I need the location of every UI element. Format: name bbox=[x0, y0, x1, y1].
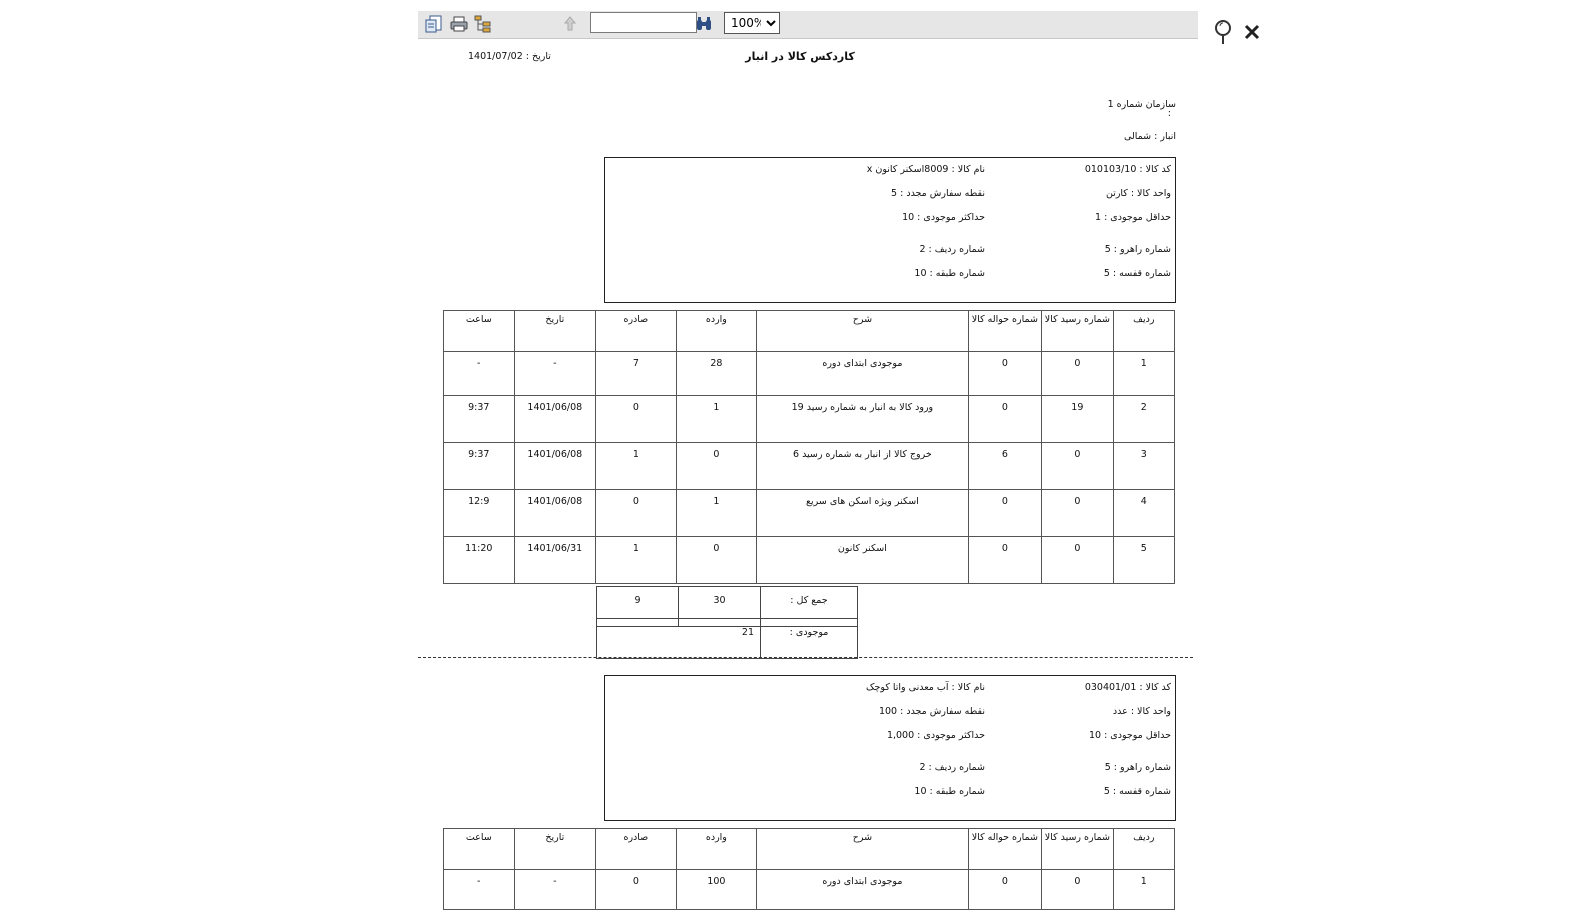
balance-value: 21 bbox=[597, 619, 761, 659]
item-name: نام کالا : 8009اسکنر کانون x bbox=[866, 164, 985, 175]
export-icon[interactable] bbox=[424, 14, 444, 34]
page-up-icon[interactable] bbox=[560, 14, 580, 34]
table-cell: 0 bbox=[968, 352, 1042, 396]
item-reorder-point: نقطه سفارش مجدد : 5 bbox=[891, 188, 985, 199]
table-cell: 0 bbox=[676, 537, 757, 584]
col-header: صادره bbox=[596, 829, 677, 870]
table-cell: 9:37 bbox=[444, 443, 515, 490]
table-cell: موجودی ابتدای دوره bbox=[757, 352, 968, 396]
col-header: تاریخ bbox=[514, 829, 596, 870]
find-binoculars-icon[interactable] bbox=[694, 14, 714, 34]
table-cell: اسکنر ویژه اسکن های سریع bbox=[757, 490, 968, 537]
col-header: شماره حواله کالا bbox=[968, 311, 1042, 352]
table-cell: 0 bbox=[1042, 352, 1113, 396]
item-max-stock: حداکثر موجودی : 1,000 bbox=[886, 730, 985, 741]
item-row-number: شماره ردیف : 2 bbox=[919, 244, 985, 255]
col-header: ردیف bbox=[1113, 311, 1174, 352]
item-max-stock: حداکثر موجودی : 10 bbox=[902, 212, 985, 223]
table-cell: 0 bbox=[596, 870, 677, 910]
table-cell: 0 bbox=[596, 396, 677, 443]
table-cell: 6 bbox=[968, 443, 1042, 490]
table-row bbox=[444, 352, 1175, 396]
table-cell: 28 bbox=[676, 352, 757, 396]
table-cell: 0 bbox=[968, 396, 1042, 443]
close-icon[interactable] bbox=[1244, 24, 1260, 43]
print-icon[interactable] bbox=[449, 14, 469, 34]
zoom-select[interactable] bbox=[724, 12, 780, 34]
total-out: 9 bbox=[597, 587, 679, 627]
col-header: شماره رسید کالا bbox=[1042, 829, 1113, 870]
item-shelf: شماره قفسه : 5 bbox=[1103, 786, 1171, 797]
item-info-box bbox=[604, 675, 1176, 821]
table-cell: 0 bbox=[1042, 490, 1113, 537]
table-cell: 1401/06/08 bbox=[514, 396, 596, 443]
item-name: نام کالا : آب معدنی واتا کوچک bbox=[866, 682, 985, 693]
table-cell: - bbox=[444, 870, 515, 910]
table-cell: - bbox=[514, 870, 596, 910]
col-header: ساعت bbox=[444, 311, 515, 352]
item-code: کد کالا : 010103/10 bbox=[1084, 164, 1171, 175]
table-cell: 1 bbox=[596, 537, 677, 584]
item-row-number: شماره ردیف : 2 bbox=[919, 762, 985, 773]
table-cell: 0 bbox=[596, 490, 677, 537]
table-row bbox=[444, 870, 1175, 910]
balance-row bbox=[597, 619, 858, 659]
table-cell: 0 bbox=[1042, 870, 1113, 910]
table-cell: ورود کالا به انبار به شماره رسید 19 bbox=[757, 396, 968, 443]
table-cell: 0 bbox=[968, 870, 1042, 910]
document-map-icon[interactable] bbox=[473, 14, 493, 34]
table-cell: 1 bbox=[596, 443, 677, 490]
total-in: 30 bbox=[679, 587, 761, 627]
balance-table bbox=[596, 618, 858, 659]
col-header: شرح bbox=[757, 829, 968, 870]
item-tier-number: شماره طبقه : 10 bbox=[914, 786, 985, 797]
table-cell: 9:37 bbox=[444, 396, 515, 443]
report-toolbar bbox=[418, 11, 1198, 39]
table-header-row bbox=[444, 829, 1175, 870]
table-cell: 1 bbox=[676, 396, 757, 443]
total-label: جمع کل : bbox=[761, 587, 858, 627]
table-row bbox=[444, 490, 1175, 537]
item-info-box bbox=[604, 157, 1176, 303]
col-header: ردیف bbox=[1113, 829, 1174, 870]
table-cell: - bbox=[444, 352, 515, 396]
table-cell: 0 bbox=[1042, 537, 1113, 584]
item-unit: واحد کالا : عدد bbox=[1112, 706, 1171, 717]
table-cell: 5 bbox=[1113, 537, 1174, 584]
table-cell: 2 bbox=[1113, 396, 1174, 443]
item-unit: واحد کالا : کارتن bbox=[1105, 188, 1171, 199]
table-row bbox=[444, 396, 1175, 443]
warehouse-line: انبار : شمالی bbox=[1123, 131, 1176, 142]
table-cell: 1 bbox=[1113, 870, 1174, 910]
table-cell: 1 bbox=[1113, 352, 1174, 396]
page-divider bbox=[418, 657, 1193, 658]
col-header: صادره bbox=[596, 311, 677, 352]
table-cell: 12:9 bbox=[444, 490, 515, 537]
table-cell: اسکنر کانون bbox=[757, 537, 968, 584]
item-shelf: شماره قفسه : 5 bbox=[1103, 268, 1171, 279]
table-cell: 11:20 bbox=[444, 537, 515, 584]
report-date: تاریخ : 1401/07/02 bbox=[468, 51, 551, 62]
table-cell: 0 bbox=[676, 443, 757, 490]
table-cell: 7 bbox=[596, 352, 677, 396]
organization-colon: : bbox=[1167, 108, 1171, 119]
col-header: شماره رسید کالا bbox=[1042, 311, 1113, 352]
table-cell: 0 bbox=[968, 537, 1042, 584]
item-tier-number: شماره طبقه : 10 bbox=[914, 268, 985, 279]
table-cell: 1401/06/08 bbox=[514, 443, 596, 490]
table-cell: - bbox=[514, 352, 596, 396]
table-header-row bbox=[444, 311, 1175, 352]
balance-label: موجودی : bbox=[761, 619, 858, 659]
col-header: وارده bbox=[676, 829, 757, 870]
organization-line: سازمان شماره 1 bbox=[1107, 99, 1176, 110]
table-cell: 4 bbox=[1113, 490, 1174, 537]
table-row bbox=[444, 537, 1175, 584]
item-min-stock: حداقل موجودی : 10 bbox=[1088, 730, 1171, 741]
col-header: تاریخ bbox=[514, 311, 596, 352]
table-cell: 1401/06/31 bbox=[514, 537, 596, 584]
item-code: کد کالا : 030401/01 bbox=[1084, 682, 1171, 693]
item-reorder-point: نقطه سفارش مجدد : 100 bbox=[878, 706, 985, 717]
item-aisle: شماره راهرو : 5 bbox=[1104, 244, 1171, 255]
movements-table bbox=[443, 310, 1175, 584]
col-header: ساعت bbox=[444, 829, 515, 870]
item-aisle: شماره راهرو : 5 bbox=[1104, 762, 1171, 773]
table-cell: 3 bbox=[1113, 443, 1174, 490]
table-cell: موجودی ابتدای دوره bbox=[757, 870, 968, 910]
table-cell: 1 bbox=[676, 490, 757, 537]
table-cell: 19 bbox=[1042, 396, 1113, 443]
col-header: شماره حواله کالا bbox=[968, 829, 1042, 870]
col-header: وارده bbox=[676, 311, 757, 352]
movements-table bbox=[443, 828, 1175, 910]
col-header: شرح bbox=[757, 311, 968, 352]
table-cell: 0 bbox=[968, 490, 1042, 537]
table-cell: 0 bbox=[1042, 443, 1113, 490]
table-row bbox=[444, 443, 1175, 490]
report-title: کاردکس کالا در انبار bbox=[745, 50, 855, 63]
table-cell: خروج کالا از انبار به شماره رسید 6 bbox=[757, 443, 968, 490]
table-cell: 100 bbox=[676, 870, 757, 910]
item-min-stock: حداقل موجودی : 1 bbox=[1095, 212, 1171, 223]
table-cell: 1401/06/08 bbox=[514, 490, 596, 537]
find-text-input[interactable] bbox=[590, 12, 697, 33]
search-magnifier-icon[interactable] bbox=[1212, 18, 1236, 49]
